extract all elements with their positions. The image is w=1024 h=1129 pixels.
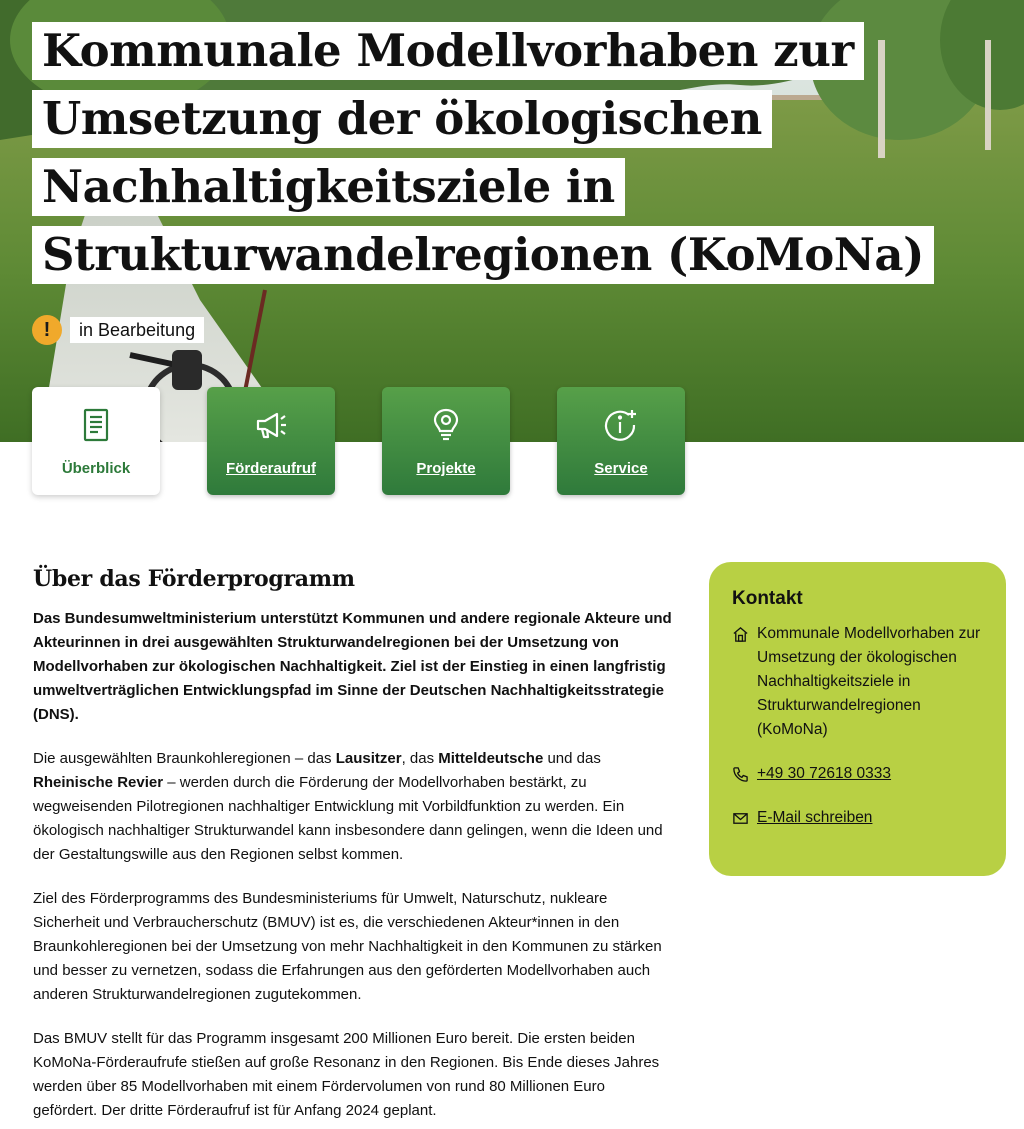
tab-label: Service xyxy=(594,460,648,477)
document-icon xyxy=(78,407,114,443)
phone-icon xyxy=(732,766,749,783)
mail-icon xyxy=(732,810,749,827)
contact-address-text: Kommunale Modellvorhaben zur Umsetzung der ökologischen Nachhaltigkeitsziele in Strukturwandelregionen (KoMoNa) xyxy=(757,625,981,738)
contact-title: Kontakt xyxy=(732,588,803,609)
contact-email xyxy=(732,806,984,830)
status-badge xyxy=(32,315,204,345)
section-heading: Über das Förderprogramm xyxy=(33,566,355,592)
page-title-line: Nachhaltigkeitsziele in xyxy=(32,158,625,216)
lightbulb-icon xyxy=(428,407,464,443)
status-label: in Bearbeitung xyxy=(70,317,204,343)
home-icon xyxy=(732,626,749,643)
main-content xyxy=(33,565,673,1129)
goal-paragraph: Ziel des Förderprogramms des Bundesministeriums für Umwelt, Naturschutz, nukleare Sicherheit und Verbraucherschutz (BMUV) ist es, die verschiedenen Akteur*innen in den Braunkohleregionen bei der Umsetzung von mehr Nachhaltigkeit in den Kommunen zu stärken und besser zu vernetzen, sodass die Erfahrungen aus den geförderten Modellvorhaben auch anderen Strukturwandelregionen zugutekommen. xyxy=(33,890,662,1003)
tab-service[interactable] xyxy=(557,387,685,495)
section-nav xyxy=(32,387,685,495)
info-plus-icon xyxy=(603,407,639,443)
contact-phone xyxy=(732,762,984,786)
hero-banner xyxy=(0,0,1024,442)
phone-link[interactable]: +49 30 72618 0333 xyxy=(757,765,892,782)
tab-ueberblick[interactable] xyxy=(32,387,160,495)
page-title xyxy=(32,22,932,294)
funding-paragraph: Das BMUV stellt für das Programm insgesamt 200 Millionen Euro bereit. Die ersten beiden KoMoNa-Förderaufrufe stießen auf große Resonanz in den Regionen. Bis Ende dieses Jahres werden über 85 Modellvorhaben mit einem Fördervolumen von rund 80 Millionen Euro gefördert. Der dritte Förderaufruf ist für Anfang 2024 geplant. xyxy=(33,1030,660,1119)
contact-address xyxy=(732,622,984,742)
megaphone-icon xyxy=(253,407,289,443)
page-title-line: Kommunale Modellvorhaben zur xyxy=(32,22,864,80)
tab-projekte[interactable] xyxy=(382,387,510,495)
intro-paragraph: Das Bundesumweltministerium unterstützt Kommunen und andere regionale Akteure und Akteurinnen in drei ausgewählten Strukturwandelregionen bei der Umsetzung von Modellvorhaben zur ökologischen Nachhaltigkeit. Ziel ist der Einstieg in einen langfristig umweltverträglichen Entwicklungspfad im Sinne der Deutschen Nachhaltigkeitsstrategie (DNS). xyxy=(33,610,672,723)
regions-paragraph: Die ausgewählten Braunkohleregionen – das Lausitzer, das Mitteldeutsche und das Rheinische Revier – werden durch die Förderung der Modellvorhaben bestärkt, zu wegweisenden Pilotregionen nachhaltiger Entwicklung mit Vorbildfunktion zu werden. Ein ökologisch nachhaltiger Strukturwandel kann insbesondere dann gelingen, wenn die Ideen und der Gestaltungswille aus den Regionen selbst kommen. xyxy=(33,750,663,863)
email-link[interactable]: E-Mail schreiben xyxy=(757,809,873,826)
warning-icon: ! xyxy=(32,315,62,345)
tab-label: Projekte xyxy=(416,460,476,477)
tab-foerderaufruf[interactable] xyxy=(207,387,335,495)
contact-box xyxy=(709,562,1006,876)
page-title-line: Strukturwandelregionen (KoMoNa) xyxy=(32,226,934,284)
tab-label: Überblick xyxy=(61,460,131,477)
page-title-line: Umsetzung der ökologischen xyxy=(32,90,772,148)
tab-label: Förderaufruf xyxy=(226,460,316,477)
